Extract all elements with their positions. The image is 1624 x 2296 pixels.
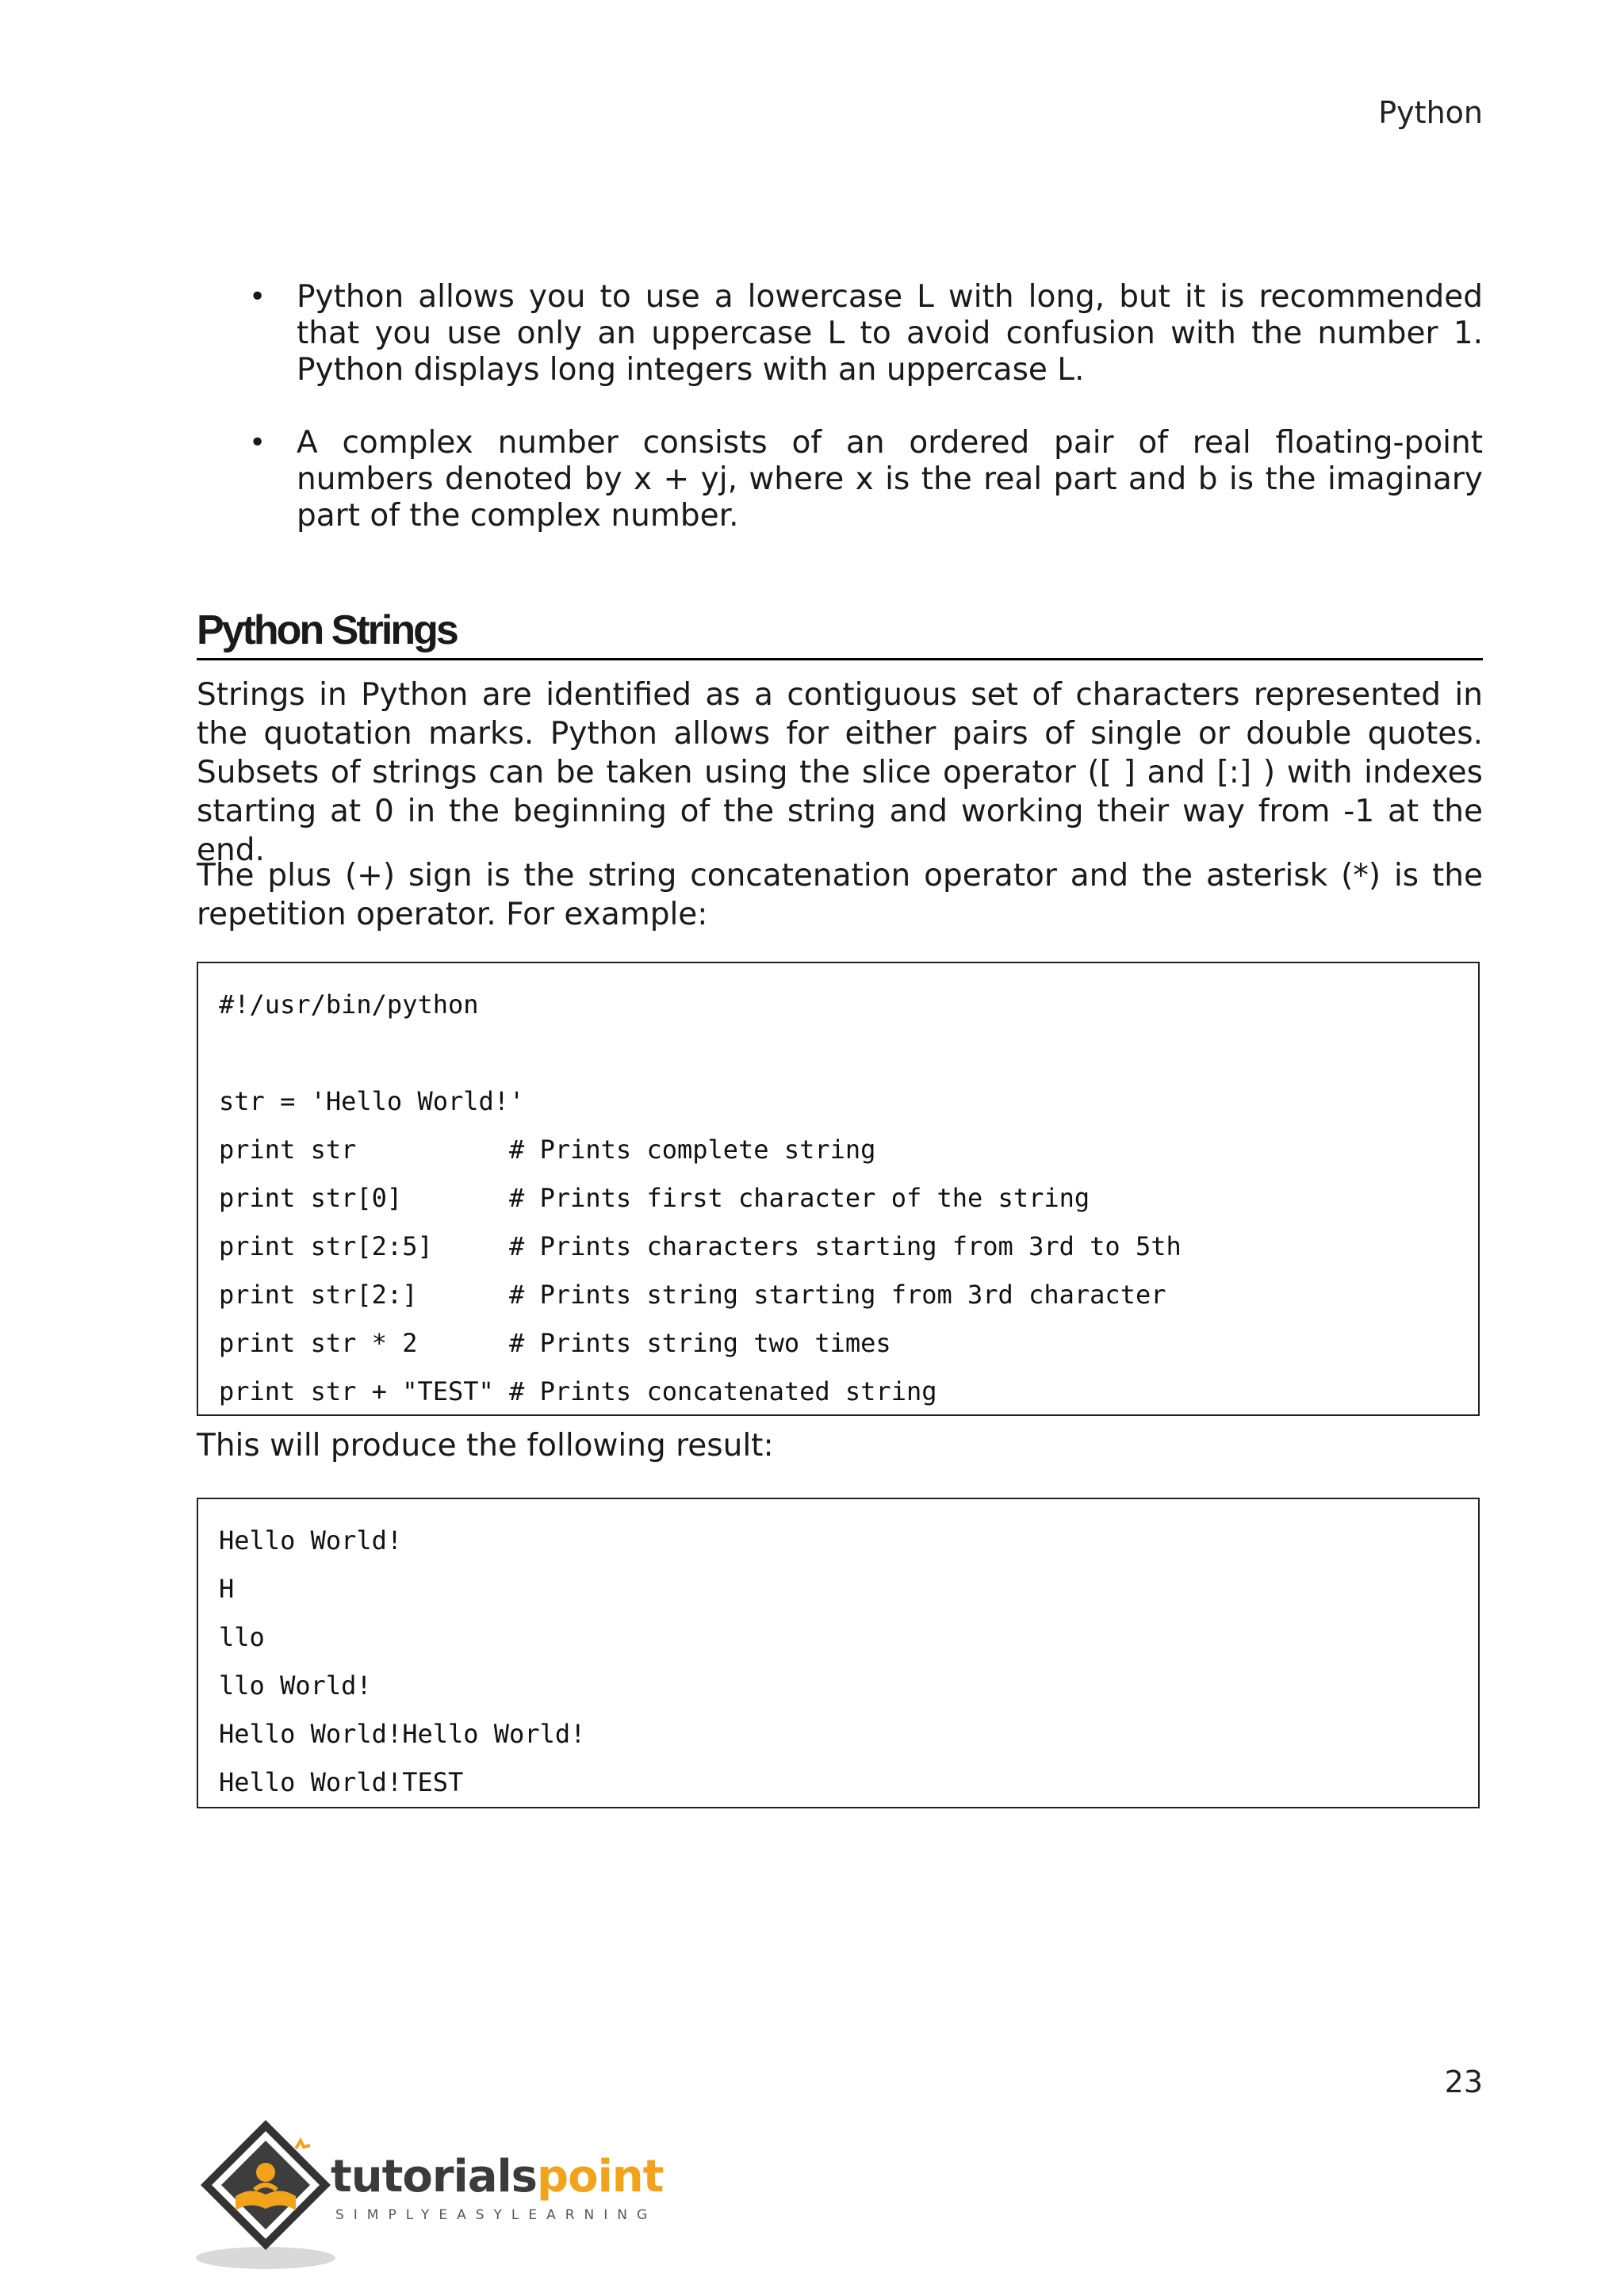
page-number: 23 (1444, 2064, 1483, 2099)
paragraph-operators: The plus (+) sign is the string concatenation operator and the asterisk (*) is the repetition operator. For example: (197, 858, 1483, 932)
output-line: Hello World! (219, 1525, 403, 1556)
output-line: H (219, 1574, 235, 1604)
logo-word-point: point (537, 2151, 664, 2202)
list-item (197, 425, 1483, 534)
bullet-icon: • (249, 281, 266, 313)
paragraph-result-intro: This will produce the following result: (197, 1428, 774, 1464)
paragraph-strings-intro: Strings in Python are identified as a contiguous set of characters represented in the quotation marks. Python allows for either pairs of single or double quotes. Subsets of strings can be taken using the slice operator ([ ] and [:] ) with indexes starting at 0 in the beginning of the string and working their way from -1 at the end. (197, 677, 1483, 868)
code-block (197, 962, 1480, 1416)
bullet-text: A complex number consists of an ordered pair of real floating-point numbers denoted by x + yj, where x is the real part and b is the imaginary part of the complex number. (297, 425, 1483, 534)
logo-word-tutorials: tutorials (331, 2151, 538, 2202)
code-line: str = 'Hello World!' (219, 1086, 525, 1116)
code-line: #!/usr/bin/python (219, 989, 479, 1020)
output-block (197, 1498, 1480, 1808)
code-line: print str[2:5] # Prints characters starting from 3rd to 5th (219, 1231, 1182, 1261)
bullet-icon: • (249, 427, 266, 459)
code-line: print str * 2 # Prints string two times (219, 1328, 891, 1358)
section-title: Python Strings (197, 603, 1483, 660)
bullet-text: Python allows you to use a lowercase L with long, but it is recommended that you use only an uppercase L to avoid confusion with the number 1. Python displays long integers with an uppercase L. (297, 279, 1483, 388)
list-item (197, 279, 1483, 388)
tutorialspoint-logo (194, 2114, 686, 2272)
logo-diamond-icon (194, 2114, 337, 2272)
output-line: Hello World!TEST (219, 1767, 464, 1797)
bullet-list (197, 279, 1483, 571)
output-line: llo (219, 1622, 265, 1652)
code-line-blank (219, 1029, 1478, 1077)
logo-wordmark (331, 2153, 663, 2201)
code-line: print str # Prints complete string (219, 1135, 876, 1165)
running-header: Python (1378, 95, 1483, 130)
code-line: print str[0] # Prints first character of the string (219, 1183, 1090, 1213)
output-line: llo World! (219, 1670, 372, 1701)
output-line: Hello World!Hello World! (219, 1719, 586, 1749)
logo-tagline: SIMPLYEASYLEARNING (335, 2207, 657, 2223)
code-line: print str + "TEST" # Prints concatenated string (219, 1376, 937, 1406)
code-line: print str[2:] # Prints string starting from 3rd character (219, 1280, 1166, 1310)
